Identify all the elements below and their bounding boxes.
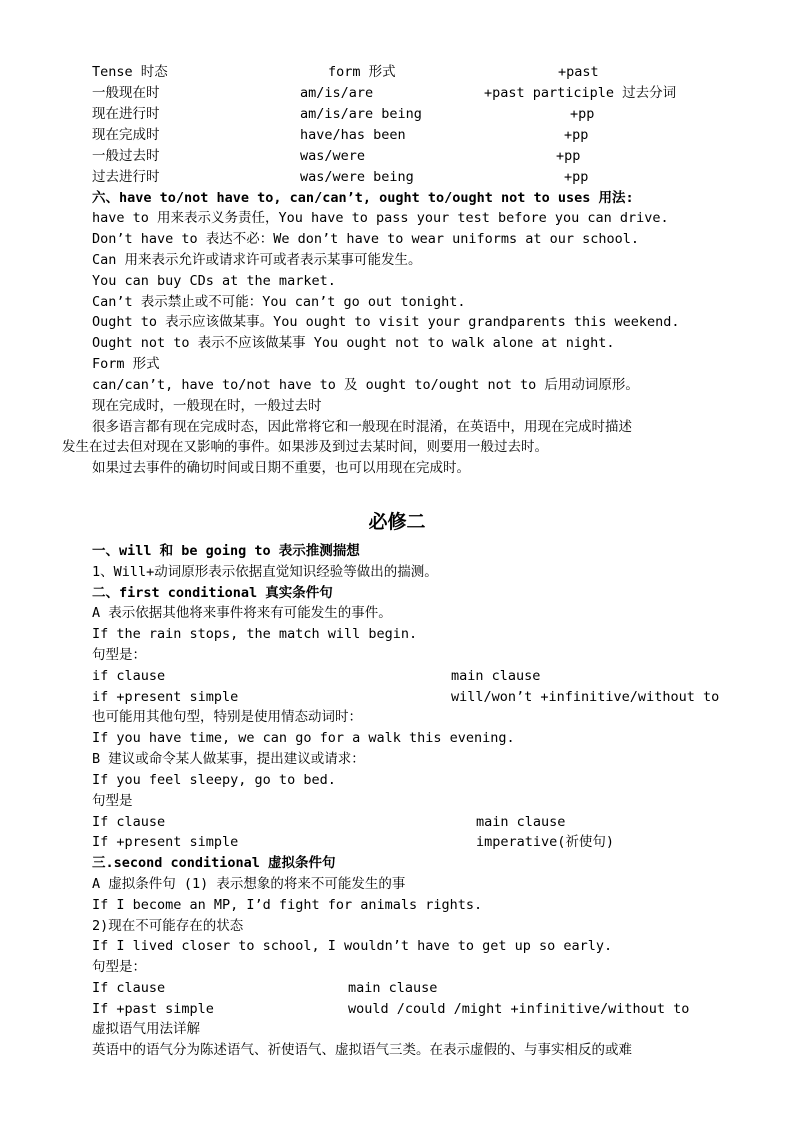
text-line: Ought not to 表示不应该做某事 You ought not to walk alone at night.	[92, 335, 615, 351]
text-line: Can 用来表示允许或请求许可或者表示某事可能发生。	[92, 252, 422, 268]
table-cell: +pp	[556, 148, 581, 164]
pattern-label: 句型是：	[92, 647, 146, 663]
page-title: 必修二	[368, 511, 426, 533]
table-cell: 现在进行时	[92, 106, 160, 122]
example-sentence: If you have time, we can go for a walk this evening.	[92, 730, 515, 746]
pattern-label: 句型是：	[92, 959, 146, 975]
text-line: You can buy CDs at the market.	[92, 273, 336, 289]
text-line: Can’t 表示禁止或不可能：You can’t go out tonight.	[92, 294, 466, 310]
pattern-cell: main clause	[348, 980, 438, 996]
text-line: can/can’t, have to/not have to 及 ought to/ought not to 后用动词原形。	[92, 377, 639, 393]
table-cell: 现在完成时	[92, 127, 160, 143]
table-cell: +past participle 过去分词	[484, 85, 677, 101]
example-sentence: If I lived closer to school, I wouldn’t have to get up so early.	[92, 938, 613, 954]
table-cell: was/were	[300, 148, 366, 164]
text-line: 现在完成时，一般现在时，一般过去时	[92, 398, 322, 414]
pattern-cell: if clause	[92, 668, 166, 684]
section-heading: 一、will 和 be going to 表示推测揣想	[92, 543, 360, 559]
text-line: 2)现在不可能存在的状态	[92, 918, 244, 934]
paragraph-line: 很多语言都有现在完成时态，因此常将它和一般现在时混淆，在英语中，用现在完成时描述	[92, 419, 632, 435]
example-sentence: If you feel sleepy, go to bed.	[92, 772, 336, 788]
table-cell: +pp	[570, 106, 595, 122]
table-header-past: +past	[558, 64, 599, 80]
pattern-cell: imperative(祈使句)	[476, 834, 615, 850]
subheading: 虚拟语气用法详解	[92, 1021, 200, 1037]
table-cell: 过去进行时	[92, 169, 160, 185]
table-cell: was/were being	[300, 169, 414, 185]
section-heading: 二、first conditional 真实条件句	[92, 585, 333, 601]
paragraph-line: 如果过去事件的确切时间或日期不重要，也可以用现在完成时。	[92, 460, 470, 476]
text-line: Don’t have to 表达不必：We don’t have to wear uniforms at our school.	[92, 231, 640, 247]
pattern-cell: main clause	[476, 814, 566, 830]
table-cell: 一般现在时	[92, 85, 160, 101]
section-heading: 六、have to/not have to, can/can’t, ought to/ought not to uses 用法:	[92, 190, 634, 206]
example-sentence: If the rain stops, the match will begin.	[92, 626, 418, 642]
table-cell: 一般过去时	[92, 148, 160, 164]
pattern-cell: If +past simple	[92, 1001, 214, 1017]
pattern-label: 句型是	[92, 793, 133, 809]
pattern-cell: If +present simple	[92, 834, 239, 850]
table-cell: am/is/are	[300, 85, 374, 101]
pattern-cell: main clause	[451, 668, 541, 684]
table-cell: am/is/are being	[300, 106, 422, 122]
table-header-form: form 形式	[328, 64, 396, 80]
text-line: Form 形式	[92, 356, 160, 372]
table-header-tense: Tense 时态	[92, 64, 168, 80]
table-cell: have/has been	[300, 127, 406, 143]
table-cell: +pp	[564, 169, 589, 185]
pattern-cell: will/won’t +infinitive/without to	[451, 689, 720, 705]
pattern-cell: if +present simple	[92, 689, 239, 705]
pattern-cell: would /could /might +infinitive/without to	[348, 1001, 690, 1017]
text-line: 也可能用其他句型，特别是使用情态动词时：	[92, 709, 362, 725]
text-line: A 虚拟条件句 (1) 表示想象的将来不可能发生的事	[92, 876, 406, 892]
table-cell: +pp	[564, 127, 589, 143]
text-line: B 建议或命令某人做某事，提出建议或请求：	[92, 751, 365, 767]
paragraph-line: 发生在过去但对现在又影响的事件。如果涉及到过去某时间，则要用一般过去时。	[62, 439, 548, 455]
pattern-cell: If clause	[92, 814, 166, 830]
text-line: have to 用来表示义务责任，You have to pass your test before you can drive.	[92, 210, 669, 226]
paragraph-line: 英语中的语气分为陈述语气、祈使语气、虚拟语气三类。在表示虚假的、与事实相反的或难	[92, 1042, 632, 1058]
section-heading: 三.second conditional 虚拟条件句	[92, 855, 336, 871]
text-line: A 表示依据其他将来事件将来有可能发生的事件。	[92, 605, 392, 621]
text-line: 1、Will+动词原形表示依据直觉知识经验等做出的揣测。	[92, 564, 438, 580]
pattern-cell: If clause	[92, 980, 166, 996]
text-line: Ought to 表示应该做某事。You ought to visit your grandparents this weekend.	[92, 314, 680, 330]
example-sentence: If I become an MP, I’d fight for animals rights.	[92, 897, 483, 913]
